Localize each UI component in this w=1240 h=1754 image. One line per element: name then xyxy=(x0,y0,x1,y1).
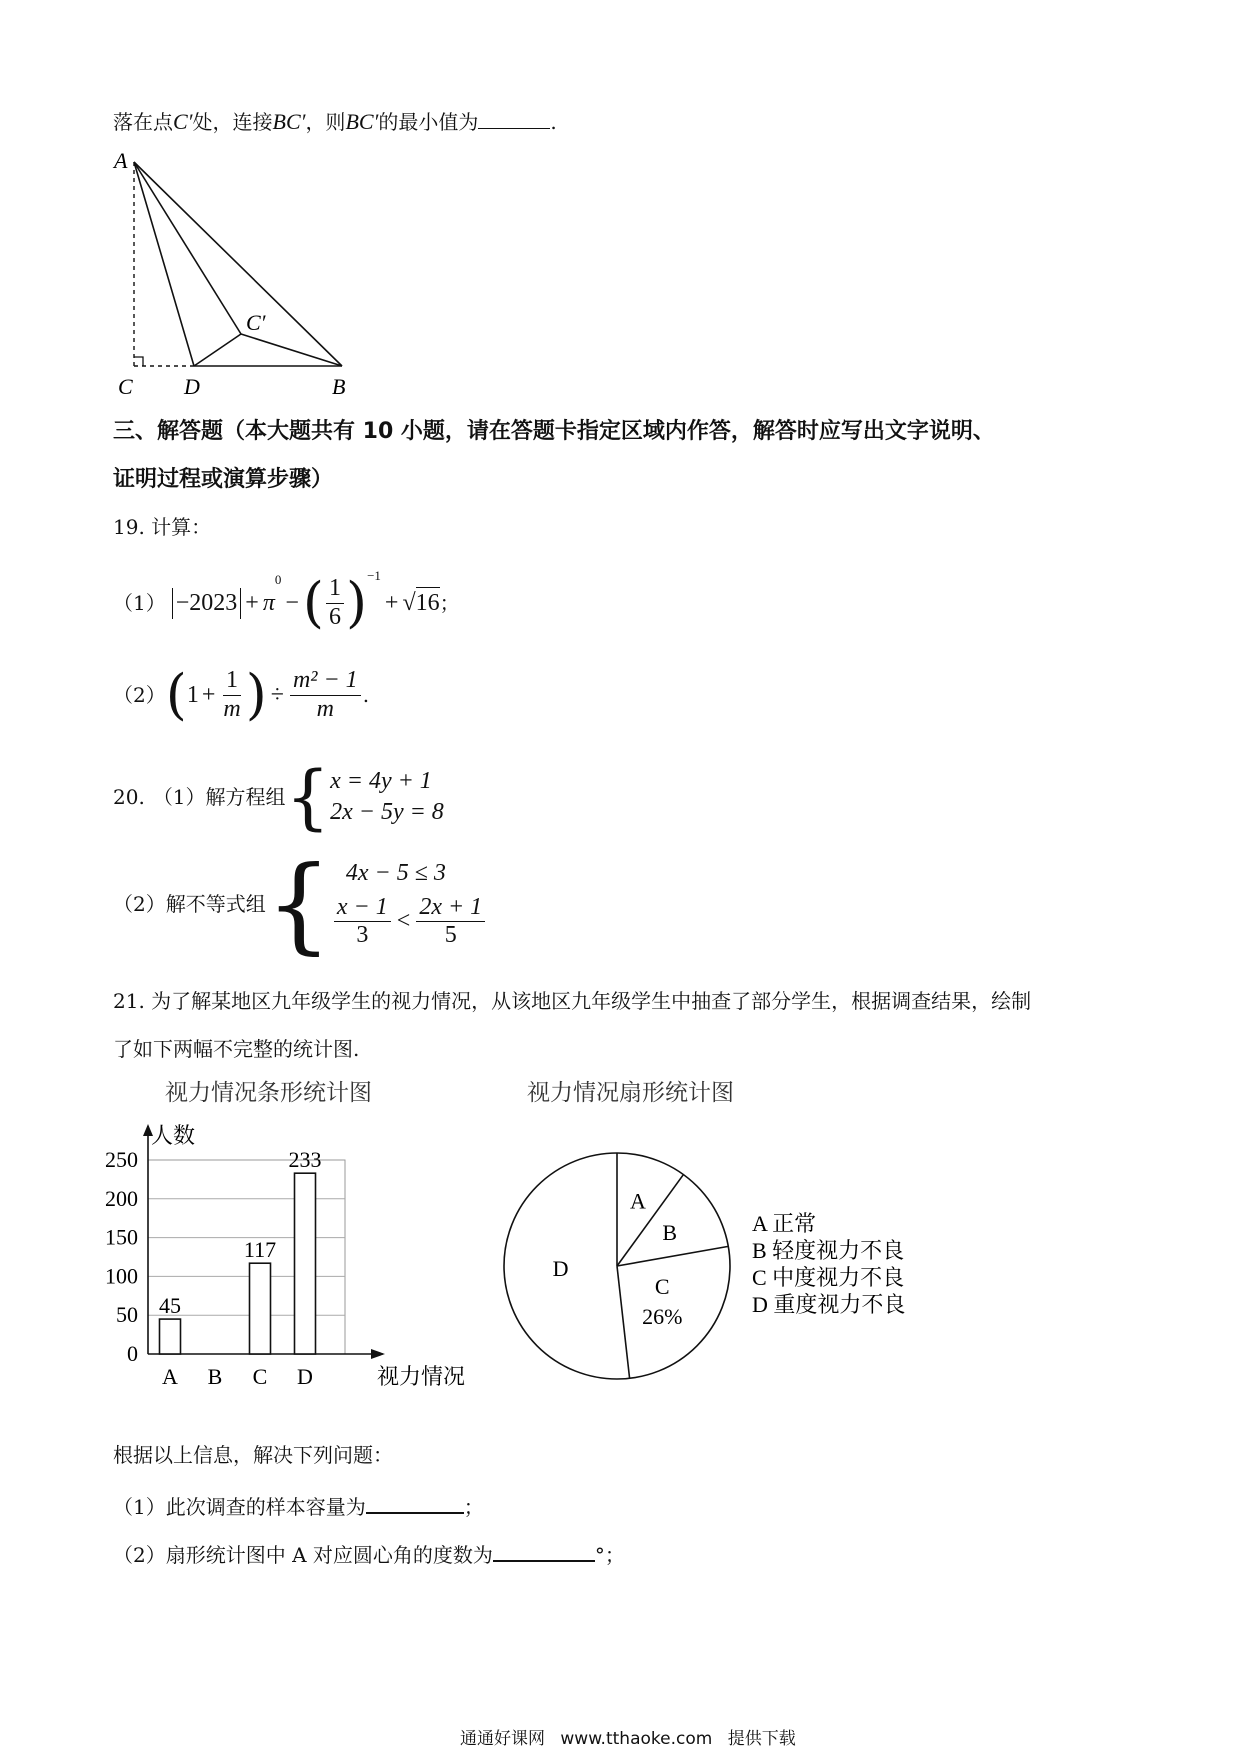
q20-p2-frac2 xyxy=(416,894,485,950)
q20-p1-eq1: x = 4y + 1 xyxy=(330,767,432,794)
bar-data-label: 233 xyxy=(288,1147,322,1173)
q21-sub2-answer-blank[interactable] xyxy=(493,1540,595,1562)
bar-D xyxy=(295,1173,316,1354)
pie-slice-percent-C: 26% xyxy=(642,1303,683,1329)
q19-p2-num1: 1 xyxy=(223,667,241,696)
q19-p1-fraction xyxy=(326,575,344,631)
footer-site: 通通好课网 xyxy=(460,1729,545,1749)
q19-p1-plus1: + xyxy=(245,589,259,616)
q20-part2 xyxy=(113,843,487,965)
q19-p1-den: 6 xyxy=(328,603,341,630)
footer-tail: 提供下载 xyxy=(727,1729,796,1749)
q19-p2-rparen: ) xyxy=(245,663,267,726)
bar-x-tick-label: A xyxy=(162,1364,178,1389)
q19-p2-den1: m xyxy=(223,695,241,722)
q19-p2-plus: + xyxy=(201,681,216,708)
q19-p1-num: 1 xyxy=(326,575,344,604)
q21-after: 根据以上信息，解决下列问题： xyxy=(113,1443,393,1467)
q20-p2-den1: 3 xyxy=(356,922,369,949)
q18-text-suffix: 的最小值为 xyxy=(378,110,479,134)
q18-bcprime-1: BC′ xyxy=(272,109,306,134)
section3-heading-line2: 证明过程或演算步骤） xyxy=(113,467,334,492)
segment-acprime xyxy=(134,162,241,334)
bar-y-axis-label: 人数 xyxy=(151,1123,196,1148)
pie-slice-label-B: B xyxy=(662,1220,678,1246)
q18-bcprime-2: BC′ xyxy=(345,109,379,134)
q19-p1-pi-exp: 0 xyxy=(274,572,282,587)
q20-p2-ineq1: 4x − 5 ≤ 3 xyxy=(345,860,446,887)
q18-text-sep: ，则 xyxy=(305,110,346,134)
bar-x-tick-label: B xyxy=(207,1364,223,1389)
q18-answer-blank[interactable] xyxy=(478,108,550,129)
bar-x-tick-label: D xyxy=(297,1364,313,1389)
q21-sub2 xyxy=(113,1540,625,1568)
pie-legend-entry: D 重度视力不良 xyxy=(752,1292,906,1317)
q19-p2-div: ÷ xyxy=(270,681,284,708)
q18-text-end: . xyxy=(550,110,557,134)
right-angle-mark xyxy=(134,357,143,366)
q19-p1-minus: − xyxy=(285,589,299,616)
q19-p2-num2: m² − 1 xyxy=(290,667,361,696)
q19-p2-lparen: ( xyxy=(165,663,187,726)
q19-p2-frac2 xyxy=(290,667,361,723)
bar-y-tick-label: 250 xyxy=(105,1147,138,1172)
pie-slice-label-C: C xyxy=(654,1273,670,1299)
q19-p1-plus2: + xyxy=(384,589,399,616)
q20-p2-label: （2）解不等式组 xyxy=(113,892,266,916)
q21-sub1 xyxy=(113,1492,484,1520)
q20-p1-system xyxy=(330,766,444,828)
pie-chart xyxy=(500,1150,960,1392)
q21-sub1-answer-blank[interactable] xyxy=(366,1492,464,1514)
bar-C xyxy=(250,1263,271,1354)
q21-sub1-label: （1）此次调查的样本容量为 xyxy=(113,1495,366,1519)
q19-title: 19. 计算： xyxy=(113,515,212,539)
pie-slice-label-D: D xyxy=(552,1256,569,1282)
q19-p1-lparen: ( xyxy=(302,571,324,634)
q20-p2-den2: 5 xyxy=(444,922,457,949)
q19-p2-den2: m xyxy=(316,695,334,722)
bar-data-label: 45 xyxy=(159,1293,181,1319)
footer-url[interactable]: www.tthaoke.com xyxy=(560,1729,713,1749)
q20-p2-frac1 xyxy=(334,894,391,950)
q20-p1-brace: { xyxy=(285,756,331,838)
q20-p2-num1: x − 1 xyxy=(334,894,391,923)
q19-p2-frac1 xyxy=(220,667,243,723)
page-footer xyxy=(460,1724,796,1749)
q18-text-prefix: 落在点 xyxy=(113,110,173,134)
pie-legend-entry: A 正常 xyxy=(752,1211,817,1236)
q20-part1 xyxy=(113,756,444,838)
q19-part1 xyxy=(113,568,460,638)
q20-p2-ineq2 xyxy=(332,894,487,950)
q21-sub1-end: ； xyxy=(463,1495,484,1519)
q19-part2 xyxy=(113,660,369,730)
pie-chart-title: 视力情况扇形统计图 xyxy=(527,1080,734,1106)
geometry-figure xyxy=(110,148,360,398)
bar-y-tick-label: 50 xyxy=(116,1302,138,1328)
q20-p2-system xyxy=(332,858,487,949)
q19-p1-label: （1） xyxy=(113,591,166,616)
q19-p2-end: . xyxy=(362,683,370,708)
q20-label: 20. xyxy=(113,785,145,809)
bar-y-tick-label: 0 xyxy=(127,1341,138,1366)
bar-x-axis-arrow xyxy=(371,1349,385,1359)
q19-p1-end: ； xyxy=(439,591,460,616)
q20-p1-label: （1）解方程组 xyxy=(152,785,286,809)
pie-slice-label-A: A xyxy=(630,1188,646,1214)
bar-data-label: 117 xyxy=(243,1237,277,1263)
bar-y-tick-label: 100 xyxy=(105,1263,138,1289)
pie-legend-entry: C 中度视力不良 xyxy=(752,1265,905,1290)
q19-p1-exp: −1 xyxy=(367,568,381,583)
segment-ad xyxy=(134,162,194,366)
q18-tail-line xyxy=(113,108,557,137)
bar-x-tick-label: C xyxy=(252,1364,268,1389)
q21-sub2-label: （2）扇形统计图中 A 对应圆心角的度数为 xyxy=(113,1543,493,1567)
q20-p1-eq2: 2x − 5y = 8 xyxy=(330,799,444,825)
q18-cprime: C′ xyxy=(173,109,193,134)
q20-p2-num2: 2x + 1 xyxy=(416,894,485,923)
section3-heading-line1: 三、解答题（本大题共有 10 小题，请在答题卡指定区域内作答，解答时应写出文字说明、 xyxy=(113,419,995,444)
q21-sub2-end: °； xyxy=(594,1543,625,1567)
segment-cprimeb xyxy=(241,334,342,366)
bar-x-axis-label: 视力情况 xyxy=(377,1364,466,1389)
q19-p1-rparen: ) xyxy=(345,571,368,634)
bar-chart xyxy=(105,1118,485,1434)
label-b: B xyxy=(332,374,346,398)
q20-p2-lt: < xyxy=(396,908,411,934)
label-a: A xyxy=(114,148,128,173)
pie-legend-entry: B 轻度视力不良 xyxy=(752,1238,905,1263)
q20-p2-brace: { xyxy=(265,843,332,965)
q19-p1-abs: −2023 xyxy=(172,588,242,619)
q19-p2-one: 1 xyxy=(186,681,199,708)
q19-p2-label: （2） xyxy=(113,683,166,708)
label-d: D xyxy=(184,374,200,398)
q19-p1-sqrt-symbol: √ xyxy=(402,589,416,616)
bar-chart-title: 视力情况条形统计图 xyxy=(165,1080,372,1106)
segment-dcprime xyxy=(194,334,241,366)
q21-line1: 21. 为了解某地区九年级学生的视力情况，从该地区九年级学生中抽查了部分学生，根据调查结果，绘制 xyxy=(113,989,1032,1013)
q19-p1-pi: π xyxy=(262,589,275,616)
q18-text-mid: 处，连接 xyxy=(192,110,273,134)
bar-A xyxy=(160,1319,181,1354)
bar-y-tick-label: 150 xyxy=(105,1224,138,1250)
q21-line2: 了如下两幅不完整的统计图. xyxy=(113,1037,360,1061)
bar-y-tick-label: 200 xyxy=(105,1185,138,1211)
label-cprime: C′ xyxy=(246,310,266,335)
q19-p1-sqrt-arg: 16 xyxy=(416,587,440,619)
label-c: C xyxy=(118,374,133,398)
